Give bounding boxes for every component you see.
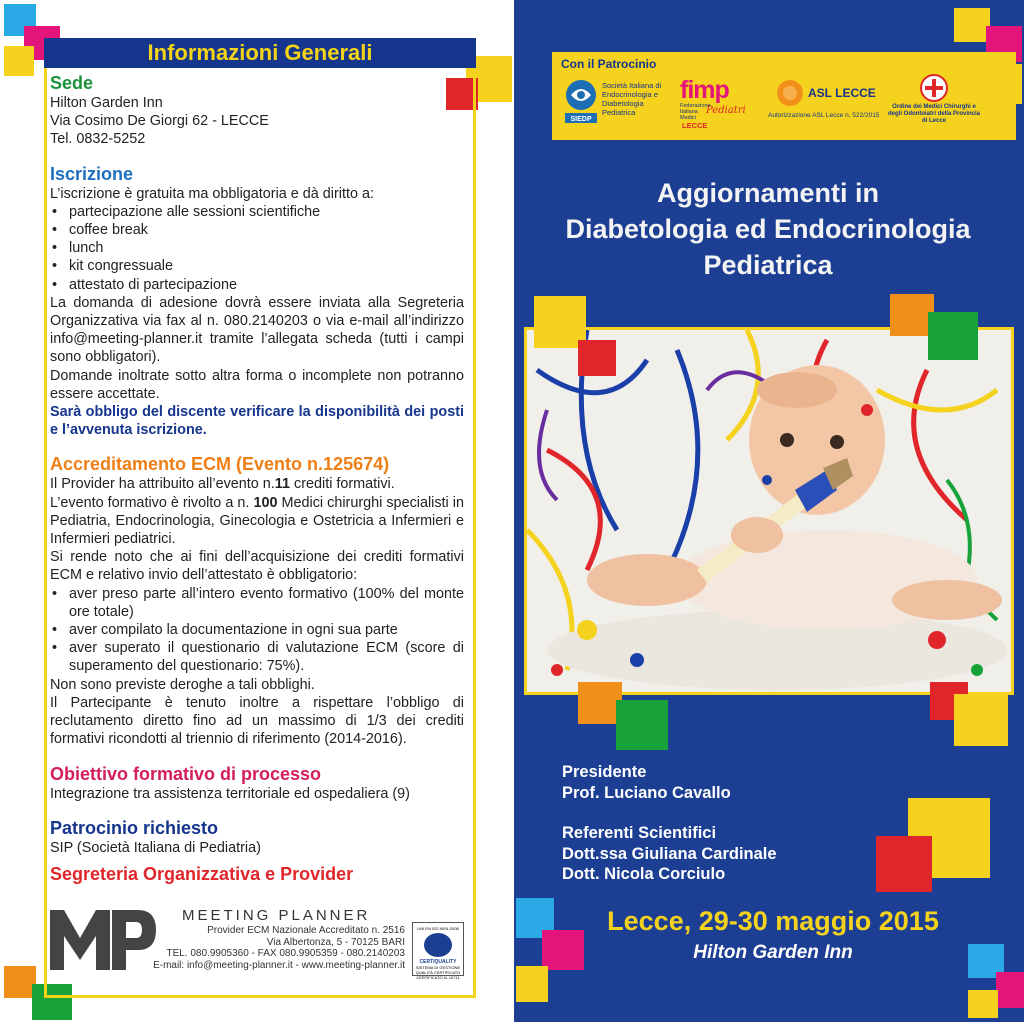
deco-square (954, 8, 990, 42)
obiettivo-heading: Obiettivo formativo di processo (50, 763, 322, 784)
deco-square (4, 46, 34, 76)
deco-square (968, 990, 998, 1018)
siedp-logo-icon (563, 79, 599, 125)
ecm-count: 100 (253, 494, 278, 511)
cert-mark: CERTIQUALITY (419, 959, 457, 965)
patrocinio-text: SIP (Società Italiana di Pediatria) (50, 839, 261, 856)
event-date: Lecce, 29-30 maggio 2015 (607, 906, 939, 936)
list-item: • kit congressuale (50, 257, 464, 275)
photo-illustration (527, 330, 1011, 692)
event-venue: Hilton Garden Inn (693, 942, 853, 963)
title-line: Pediatrica (703, 250, 833, 280)
ecm-paragraph: Si rende noto che ai fini dell’acquisizione dei crediti formativi ECM e relativo invio dell’attestato è obbligatorio: (50, 549, 464, 584)
list-item: • lunch (50, 239, 464, 257)
provider-line: Via Albertonza, 5 - 70125 BARI (266, 936, 405, 948)
iscrizione-paragraph: Domande inoltrate sotto altra forma o incomplete non potranno essere accettate. (50, 367, 464, 402)
deco-square (954, 694, 1008, 746)
fimp-sub: Federazione Italiana Medici (680, 103, 711, 121)
info-header: Informazioni Generali (44, 38, 476, 68)
committee-info (562, 762, 777, 885)
fimp-script: Pediatri (706, 105, 746, 116)
ecm-text: crediti formativi. (290, 476, 395, 493)
ecm-paragraph (50, 494, 464, 549)
iscrizione-notice: Sarà obbligo del discente verificare la disponibilità dei posti e l’avvenuta iscrizione. (50, 404, 464, 439)
segreteria-heading: Segreteria Organizzativa e Provider (50, 863, 354, 884)
provider-name: MEETING PLANNER (182, 907, 371, 924)
iscrizione-list (50, 203, 464, 294)
info-content (50, 72, 464, 885)
asl-auth: Autorizzazione ASL Lecce n. 522/2015 (768, 112, 880, 119)
ecm-paragraph: Il Partecipante è tenuto inoltre a rispettare l’obbligo di reclutamento diretto fino ad un massimo di 1/3 dei crediti formativi ricondotti al triennio di riferimento (2014-2016). (50, 694, 464, 748)
cert-num: CERTIFICATO N. 16711 (416, 975, 460, 980)
ecm-text: Medici chirurghi specialisti in Pediatria, Endocrinologia, Ginecologia e Ostetricia a Infermieri e Infermieri pediatrici. (50, 494, 464, 548)
iscrizione-intro: L’iscrizione è gratuita ma obbligatoria e dà diritto a: (50, 185, 374, 202)
provider-line: Provider ECM Nazionale Accreditato n. 2516 (207, 925, 405, 936)
ordine-medici-emblem-icon (920, 74, 948, 102)
certiquality-badge (412, 922, 464, 980)
cert-seal-icon (424, 933, 452, 957)
fimp-logo: fimp (680, 76, 729, 104)
sede-heading: Sede (50, 73, 94, 93)
asl-name: ASL LECCE (808, 86, 876, 100)
sede-line: Tel. 0832-5252 (50, 131, 146, 148)
sede-line: Via Cosimo De Giorgi 62 - LECCE (50, 113, 269, 130)
asl-logo-icon (776, 79, 804, 107)
patrocinio-heading: Patrocinio richiesto (50, 817, 219, 838)
provider-line: TEL. 080.9905360 - FAX 080.9905359 - 080.2140203 (166, 948, 405, 960)
list-item: • aver compilato la documentazione in ogni sua parte (50, 621, 464, 639)
title-line: Aggiornamenti in (657, 178, 879, 208)
ordine-text: Ordine dei Medici Chirurghi e degli Odontoiatri della Provincia di Lecce (888, 104, 981, 124)
iscrizione-paragraph: La domanda di adesione dovrà essere inviata alla Segreteria Organizzativa via fax al n. 080.2140203 o via e-mail all’indirizzo info@meeting-planner.it tramite l’allegata scheda (tutti i campi sono obbligatori). (50, 294, 464, 366)
ecm-list (50, 585, 464, 676)
list-item: • attestato di partecipazione (50, 276, 464, 294)
sede-line: Hilton Garden Inn (50, 95, 163, 111)
referente-name: Dott.ssa Giuliana Cardinale (562, 844, 777, 863)
deco-square (996, 972, 1024, 1008)
ecm-text: Il Provider ha attribuito all’evento n. (50, 476, 275, 493)
presidente-label: Presidente (562, 763, 647, 781)
provider-info (140, 907, 405, 971)
deco-square (578, 340, 616, 376)
ecm-heading: Accreditamento ECM (Evento n.125674) (50, 454, 390, 475)
deco-square (516, 966, 548, 1002)
siedp-abbr: SIEDP (570, 116, 592, 123)
cert-mid: SISTEMA DI GESTIONE QUALITÀ CERTIFICATO (415, 965, 461, 975)
title-line: Diabetologia ed Endocrinologia (565, 214, 971, 244)
provider-line: E-mail: info@meeting-planner.it - www.meeting-planner.it (153, 959, 405, 971)
deco-square (928, 312, 978, 360)
ecm-paragraph (50, 475, 464, 493)
deco-square (876, 836, 932, 892)
list-item: • aver preso parte all’intero evento formativo (100% del monte ore totale) (50, 585, 464, 621)
referenti-label: Referenti Scientifici (562, 824, 717, 842)
event-title (516, 175, 1020, 283)
referente-name: Dott. Nicola Corciulo (562, 865, 726, 883)
fimp-city: LECCE (682, 121, 708, 130)
deco-square (616, 700, 668, 750)
list-item: • coffee break (50, 221, 464, 239)
patronage-title: Con il Patrocinio (561, 57, 657, 71)
registered-mark: ® (146, 913, 152, 922)
siedp-text: Società Italiana di Endocrinologia e Diabetologia Pediatrica (602, 81, 662, 117)
presidente-name: Prof. Luciano Cavallo (562, 783, 731, 802)
iscrizione-heading: Iscrizione (50, 163, 134, 184)
ecm-text: L’evento formativo è rivolto a n. (50, 494, 254, 511)
baby-painting-photo (524, 327, 1014, 695)
ecm-paragraph: Non sono previste deroghe a tali obblighi. (50, 676, 315, 693)
obiettivo-text: Integrazione tra assistenza territoriale ed ospedaliera (9) (50, 785, 410, 802)
list-item: • partecipazione alle sessioni scientifiche (50, 203, 464, 221)
cert-top: UNI EN ISO 9001:2008 (417, 926, 459, 931)
list-item: • aver superato il questionario di valutazione ECM (score di superamento del questionario: 75%). (50, 639, 464, 675)
ecm-credits: 11 (274, 476, 290, 493)
